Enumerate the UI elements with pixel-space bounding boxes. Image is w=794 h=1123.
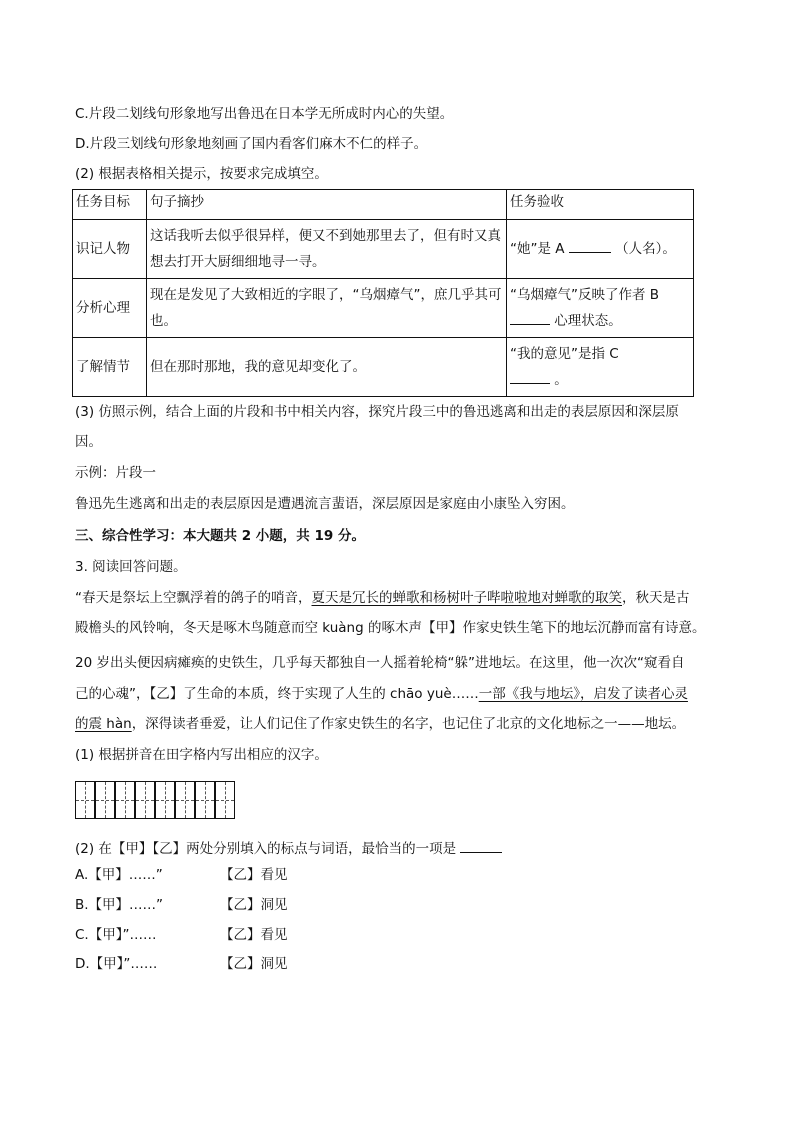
row-goal: 识记人物 xyxy=(73,220,147,279)
row-sentence: 这话我听去似乎很异样，便又不到她那里去了，但有时又真想去打开大厨细细地寻一寻。 xyxy=(147,220,507,279)
grid-cell[interactable] xyxy=(95,781,115,819)
grid-cell[interactable] xyxy=(155,781,175,819)
passage-line xyxy=(75,714,685,734)
passage-line xyxy=(75,684,688,704)
row-goal: 了解情节 xyxy=(73,338,147,397)
option-punct: A.【甲】……” xyxy=(75,867,163,883)
passage-line: 20 岁出头便因病瘫痪的史铁生，几乎每天都独自一人摇着轮椅“躲”进地坛。在这里，他一次次“窥看自 xyxy=(75,655,685,671)
option-b xyxy=(75,895,288,915)
passage-line xyxy=(75,588,690,608)
check-text-end: （人名）。 xyxy=(615,241,676,257)
option-d: D.片段三划线句形象地刻画了国内看客们麻木不仁的样子。 xyxy=(75,136,428,152)
check-text: “我的意见”是指 C xyxy=(510,346,619,362)
header-sentence: 句子摘抄 xyxy=(147,190,507,220)
passage-line: 殿檐头的风铃响，冬天是啄木鸟随意而空 kuàng 的啄木声【甲】作家史铁生笔下的地坛沉静而富有诗意。 xyxy=(75,620,706,636)
check-text: “乌烟瘴气”反映了作者 B xyxy=(510,287,660,303)
underlined-sentence: 一部《我与地坛》，启发了读者心灵 xyxy=(478,686,688,702)
check-text: “她”是 A xyxy=(510,241,565,257)
underlined-sentence: 夏天是冗长的蝉歌和杨树叶子哔啦啦地对蝉歌的取笑 xyxy=(311,590,622,606)
header-goal: 任务目标 xyxy=(73,190,147,220)
option-c xyxy=(75,925,288,945)
grid-cell[interactable] xyxy=(75,781,95,819)
row-check xyxy=(507,220,694,279)
subquestion-2-prompt xyxy=(75,838,502,859)
header-check: 任务验收 xyxy=(507,190,694,220)
example-text: 鲁迅先生逃离和出走的表层原因是遭遇流言蜚语，深层原因是家庭由小康坠入穷困。 xyxy=(75,496,575,512)
row-goal: 分析心理 xyxy=(73,279,147,338)
row-check xyxy=(507,279,694,338)
subquestion-1-prompt: (1) 根据拼音在田字格内写出相应的汉字。 xyxy=(75,747,328,763)
answer-blank-b[interactable] xyxy=(510,310,550,325)
row-sentence: 但在那时那地，我的意见却变化了。 xyxy=(147,338,507,397)
example-label: 示例：片段一 xyxy=(75,465,156,481)
table-row xyxy=(73,279,694,338)
option-punct: B.【甲】……” xyxy=(75,897,164,913)
check-text-end: 。 xyxy=(554,372,568,388)
passage-text: ，秋天是古 xyxy=(622,590,690,606)
option-punct: D.【甲】”…… xyxy=(75,956,158,972)
option-c: C.片段二划线句形象地写出鲁迅在日本学无所成时内心的失望。 xyxy=(75,106,454,122)
answer-blank-c[interactable] xyxy=(510,369,550,384)
prompt-text: (2) 在【甲】【乙】两处分别填入的标点与词语，最恰当的一项是 xyxy=(75,841,457,857)
option-word: 【乙】看见 xyxy=(220,927,288,943)
grid-cell[interactable] xyxy=(195,781,215,819)
table-row xyxy=(73,338,694,397)
grid-cell[interactable] xyxy=(115,781,135,819)
option-punct: C.【甲】”…… xyxy=(75,927,157,943)
passage-text: ，深得读者垂爱，让人们记住了作家史铁生的名字，也记住了北京的文化地标之一——地坛。 xyxy=(131,716,686,732)
passage-text: “春天是祭坛上空飘浮着的鸽子的哨音， xyxy=(75,590,312,606)
subquestion-3-prompt-cont: 因。 xyxy=(75,434,102,450)
subquestion-3-prompt: (3) 仿照示例，结合上面的片段和书中相关内容，探究片段三中的鲁迅逃离和出走的表层原因和深层原 xyxy=(75,404,679,420)
subquestion-2-prompt: (2) 根据表格相关提示，按要求完成填空。 xyxy=(75,166,328,182)
row-sentence: 现在是发见了大致相近的字眼了，“乌烟瘴气”，庶几乎其可也。 xyxy=(147,279,507,338)
passage-text: 己的心魂”，【乙】了生命的本质，终于实现了人生的 chāo yuè…… xyxy=(75,686,479,702)
table-header-row xyxy=(73,190,694,220)
question-3-title: 3. 阅读回答问题。 xyxy=(75,559,187,575)
grid-cell[interactable] xyxy=(135,781,155,819)
answer-blank-a[interactable] xyxy=(569,238,611,253)
check-text-end: 心理状态。 xyxy=(554,313,622,329)
grid-cell[interactable] xyxy=(175,781,195,819)
underlined-sentence: 的震 hàn xyxy=(75,716,132,732)
row-check xyxy=(507,338,694,397)
option-word: 【乙】洞见 xyxy=(220,897,288,913)
table-row xyxy=(73,220,694,279)
answer-blank[interactable] xyxy=(460,838,502,853)
option-d xyxy=(75,954,288,974)
option-a xyxy=(75,865,288,885)
section-heading: 三、综合性学习：本大题共 2 小题，共 19 分。 xyxy=(75,528,365,544)
task-table xyxy=(72,189,694,397)
option-word: 【乙】看见 xyxy=(220,867,288,883)
grid-cell[interactable] xyxy=(215,781,235,819)
option-word: 【乙】洞见 xyxy=(220,956,288,972)
